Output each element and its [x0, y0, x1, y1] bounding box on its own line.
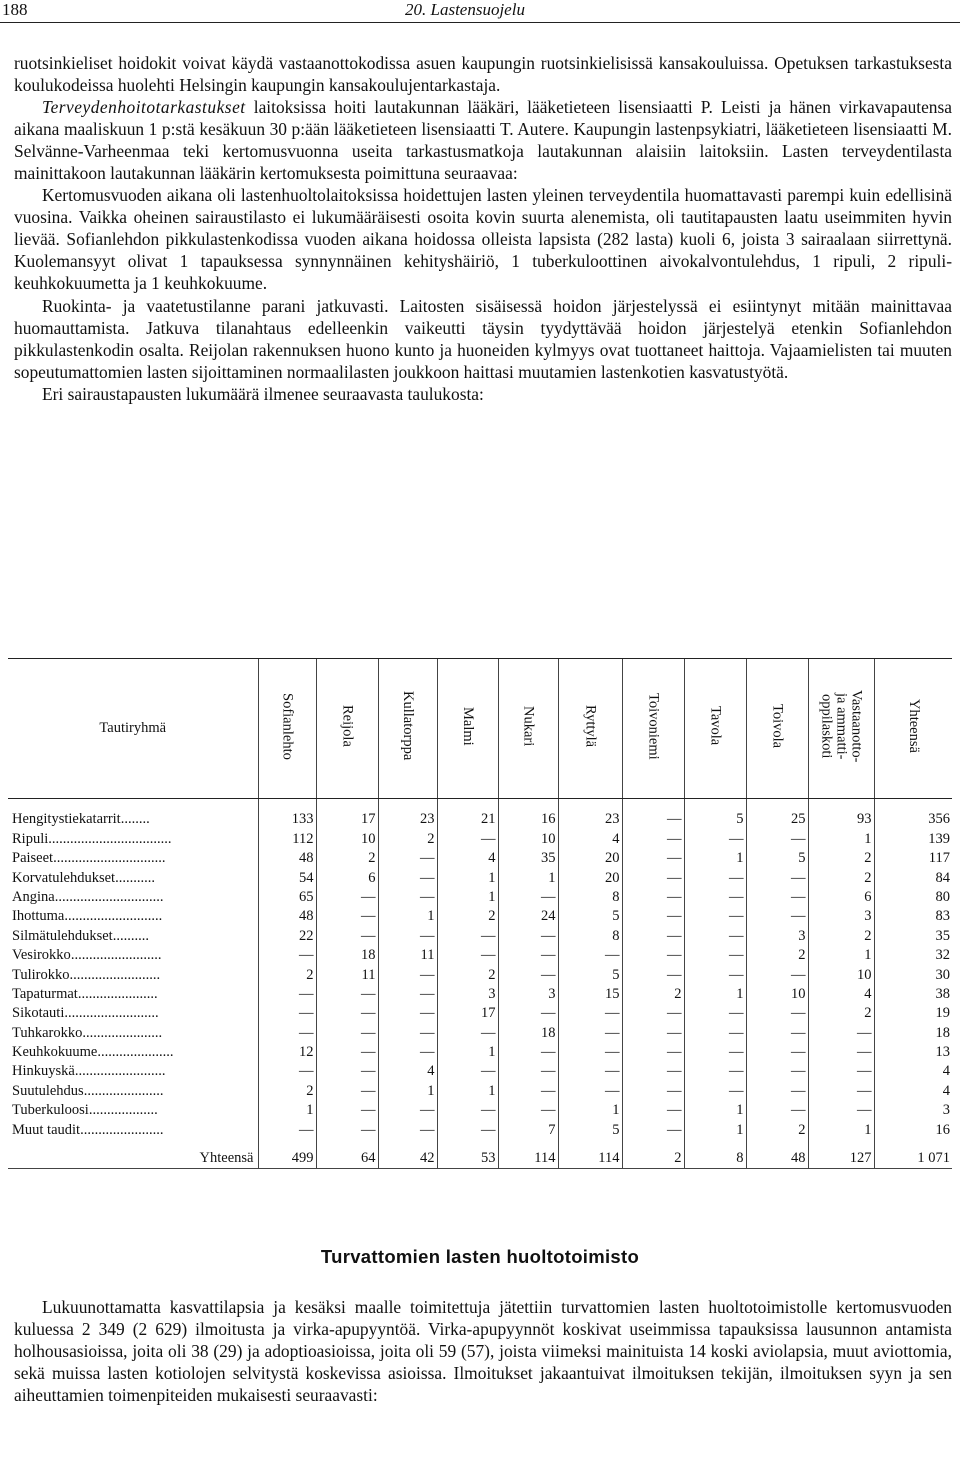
table-total-row: [8, 1140, 952, 1169]
table-cell: —: [808, 1081, 874, 1100]
table-cell: 93: [808, 810, 874, 829]
table-cell: —: [378, 1120, 437, 1139]
table-cell: —: [437, 926, 498, 945]
table-cell: 1: [558, 1101, 622, 1120]
table-cell: —: [558, 946, 622, 965]
paragraph: [14, 96, 952, 184]
table-cell: 4: [874, 1081, 952, 1100]
table-cell: 2: [437, 965, 498, 984]
table-cell: 139: [874, 829, 952, 848]
table-cell: 2: [258, 1081, 316, 1100]
table-cell: —: [316, 926, 378, 945]
table-cell: 5: [558, 1120, 622, 1139]
table-cell: —: [498, 926, 558, 945]
paragraph: ruotsinkieliset hoidokit voivat käydä vastaanottokodissa asuen kaupungin ruotsinkielisissä kansakouluissa. Opetuksen tarkastuksesta koulukodeissa huolehti Helsingin kaupungin kansakoulujentarkastaja.: [14, 53, 952, 96]
paragraph: Lukuunottamatta kasvattilapsia ja kesäksi maalle toimitettuja jätettiin turvattomien lasten huoltotoimistolle kertomusvuoden kuluessa 2 349 (2 629) ilmoitusta ja virka-apupyyntöä. Virka-apupyynnöt koskivat useimmissa tapauksissa lausunnon antamista holhousasioissa, joita oli 38 (29) ja adoptioasioissa, joita oli 59 (57), joista viimeksi mainituista 14 koski aviolapsia, muut aviottomia, sekä muissa lasten kotiolojen selvitystä koskevissa asioissa. Ilmoitukset jakaantuivat ilmoituksen tekijän, ilmoituksen syyn ja sen aiheuttamien toimenpiteiden mukaisesti seuraavasti:: [14, 1297, 952, 1406]
table-cell: —: [622, 888, 684, 907]
table-cell: 30: [874, 965, 952, 984]
table-cell: 2: [746, 946, 808, 965]
table-cell: 18: [316, 946, 378, 965]
table-row: [8, 1081, 952, 1100]
row-label: Ripuli..................................: [12, 830, 172, 847]
table-cell: 2: [622, 985, 684, 1004]
table-cell: —: [808, 1023, 874, 1042]
table-cell: —: [316, 1081, 378, 1100]
total-cell: 53: [437, 1140, 498, 1169]
total-cell: 1 071: [874, 1140, 952, 1169]
table-cell: —: [622, 907, 684, 926]
table-cell: —: [316, 888, 378, 907]
table-cell: 3: [746, 926, 808, 945]
row-label: Suutulehdus......................: [12, 1082, 164, 1099]
table-cell: 11: [378, 946, 437, 965]
table-cell: 1: [378, 907, 437, 926]
table-cell: 65: [258, 888, 316, 907]
column-header: Tautiryhmä: [8, 659, 258, 799]
table-cell: 1: [378, 1081, 437, 1100]
table-cell: —: [558, 1023, 622, 1042]
total-cell: 64: [316, 1140, 378, 1169]
table-cell: 4: [558, 829, 622, 848]
table-cell: 1: [437, 1081, 498, 1100]
table-cell: —: [684, 907, 746, 926]
table-cell: 17: [437, 1004, 498, 1023]
table-cell: 4: [874, 1062, 952, 1081]
table-cell: 1: [437, 888, 498, 907]
table-cell: 2: [746, 1120, 808, 1139]
column-header: Kullatorppa: [378, 659, 437, 799]
table-cell: —: [622, 1023, 684, 1042]
table-cell: —: [258, 1120, 316, 1139]
row-label: Tulirokko.........................: [12, 966, 161, 983]
table-cell: 48: [258, 849, 316, 868]
table-cell: —: [558, 1081, 622, 1100]
table-cell: —: [437, 946, 498, 965]
table-cell: —: [316, 1043, 378, 1062]
table-cell: —: [437, 1120, 498, 1139]
table-cell: —: [808, 1062, 874, 1081]
table-cell: —: [746, 888, 808, 907]
table-cell: —: [684, 829, 746, 848]
table-cell: 4: [378, 1062, 437, 1081]
table-cell: —: [316, 1023, 378, 1042]
table-cell: —: [684, 1043, 746, 1062]
spacer-cell: [622, 799, 684, 811]
table-cell: —: [316, 1120, 378, 1139]
table-cell: 54: [258, 868, 316, 887]
table-cell: —: [746, 1062, 808, 1081]
table-row: [8, 907, 952, 926]
table-cell: —: [622, 965, 684, 984]
table-cell: —: [684, 926, 746, 945]
table-cell: —: [622, 926, 684, 945]
table-cell: —: [378, 849, 437, 868]
table-row: [8, 1120, 952, 1139]
table-cell: 1: [437, 868, 498, 887]
table-cell: 3: [437, 985, 498, 1004]
table-row: [8, 1004, 952, 1023]
table-row: [8, 868, 952, 887]
table-row: [8, 1101, 952, 1120]
table-cell: 356: [874, 810, 952, 829]
table-cell: —: [746, 1023, 808, 1042]
table-cell: —: [437, 1101, 498, 1120]
table-cell: —: [684, 946, 746, 965]
paragraph: Ruokinta- ja vaatetustilanne parani jatkuvasti. Laitosten sisäisessä hoidon järjestelyssä ei esiintynyt mitään mainittavaa huomauttamista. Jatkuva tilanahtaus edelleenkin vaikeutti täysin tyydyttävää hoidon järjestelyä etenkin Sofianlehdon pikkulastenkodin osalta. Reijolan rakennuksen huono kunto ja huoneiden kylmyys ovat tuottaneet haittoja. Vajaamielisten tai muuten sopeutumattomien lasten sijoittaminen normaalilasten joukkoon haittasi muutamien lastenkotien kasvatustyötä.: [14, 295, 952, 382]
table-cell: —: [316, 1062, 378, 1081]
column-header: Tavola: [684, 659, 746, 799]
table-cell: —: [622, 829, 684, 848]
row-label: Silmätulehdukset..........: [12, 927, 149, 944]
table-cell: —: [622, 946, 684, 965]
table-cell: 2: [808, 1004, 874, 1023]
table-header-row: [8, 659, 952, 799]
spacer-cell: [378, 799, 437, 811]
table-cell: —: [316, 1101, 378, 1120]
row-label: Ihottuma...........................: [12, 908, 163, 925]
table-cell: 6: [808, 888, 874, 907]
table-row: [8, 926, 952, 945]
table-cell: 10: [808, 965, 874, 984]
table-cell: 20: [558, 849, 622, 868]
paragraph-text: laitoksissa hoiti lautakunnan lääkäri, lääketieteen lisensiaatti P. Leisti ja hänen virkavapautensa aikana maaliskuun 1 p:stä kesäkuun 30 p:ään lääketieteen lisensiaatti T. Autere. Kaupungin lastenpsykiatri, lääketieteen lisensiaatti M. Selvänne-Varheenmaa teki kertomusvuonna useita tarkastusmatkoja lautakunnan alaisiin laitoksiin. Lasten terveydentilasta mainittakoon lautakunnan lääkärin kertomuksesta poimittuna seuraavaa:: [14, 97, 952, 184]
table-cell: —: [684, 1081, 746, 1100]
table-cell: 7: [498, 1120, 558, 1139]
table-cell: —: [378, 1004, 437, 1023]
total-cell: 114: [498, 1140, 558, 1169]
table-cell: —: [258, 1004, 316, 1023]
table-row: [8, 888, 952, 907]
table-row: [8, 946, 952, 965]
page-header: [0, 0, 960, 23]
row-label: Hinkuyskä.........................: [12, 1063, 166, 1080]
spacer-cell: [558, 799, 622, 811]
table-row: [8, 829, 952, 848]
column-header: Vastaanotto- ja ammatti- oppilaskoti: [808, 659, 874, 799]
section-text: [14, 1296, 952, 1406]
table-cell: —: [378, 985, 437, 1004]
table-cell: 23: [558, 810, 622, 829]
table-cell: 24: [498, 907, 558, 926]
emphasis-term: Terveydenhoitotarkastukset: [42, 97, 246, 118]
table-cell: —: [684, 868, 746, 887]
table-cell: 83: [874, 907, 952, 926]
table-cell: 1: [258, 1101, 316, 1120]
table-cell: 15: [558, 985, 622, 1004]
table-cell: 32: [874, 946, 952, 965]
table-cell: 2: [378, 829, 437, 848]
table-cell: 1: [808, 946, 874, 965]
table-cell: —: [684, 888, 746, 907]
row-label: Keuhkokuume.....................: [12, 1044, 174, 1061]
column-header: Nukari: [498, 659, 558, 799]
table-cell: —: [378, 1101, 437, 1120]
table-cell: —: [437, 1023, 498, 1042]
table-cell: 3: [498, 985, 558, 1004]
table-cell: 10: [746, 985, 808, 1004]
table-cell: 117: [874, 849, 952, 868]
table-cell: —: [746, 1043, 808, 1062]
table-cell: 19: [874, 1004, 952, 1023]
table-cell: —: [746, 907, 808, 926]
page-number: 188: [2, 0, 28, 19]
table-cell: 16: [874, 1120, 952, 1139]
table-cell: —: [622, 849, 684, 868]
table-cell: —: [746, 868, 808, 887]
total-cell: 114: [558, 1140, 622, 1169]
table-cell: —: [498, 888, 558, 907]
table-cell: —: [746, 829, 808, 848]
spacer-cell: [746, 799, 808, 811]
table-cell: 133: [258, 810, 316, 829]
spacer-cell: [316, 799, 378, 811]
table-cell: 18: [874, 1023, 952, 1042]
table-cell: 2: [808, 868, 874, 887]
total-cell: 127: [808, 1140, 874, 1169]
table-cell: —: [316, 1004, 378, 1023]
table-cell: —: [558, 1043, 622, 1062]
column-header: Malmi: [437, 659, 498, 799]
total-cell: 8: [684, 1140, 746, 1169]
spacer-cell: [808, 799, 874, 811]
column-header: Ryttylä: [558, 659, 622, 799]
table-cell: 84: [874, 868, 952, 887]
table-cell: —: [498, 1004, 558, 1023]
table-row: [8, 1023, 952, 1042]
table-row: [8, 810, 952, 829]
table-cell: 25: [746, 810, 808, 829]
table-row: [8, 965, 952, 984]
table-cell: —: [808, 1043, 874, 1062]
total-cell: 42: [378, 1140, 437, 1169]
table-spacer-row: [8, 799, 952, 811]
table-cell: 4: [808, 985, 874, 1004]
table-cell: —: [558, 1062, 622, 1081]
table-cell: —: [746, 1004, 808, 1023]
table-cell: —: [684, 1023, 746, 1042]
row-label: Tapaturmat......................: [12, 985, 158, 1002]
table-cell: 10: [316, 829, 378, 848]
total-label: Yhteensä: [8, 1140, 258, 1169]
table-cell: 13: [874, 1043, 952, 1062]
total-cell: 2: [622, 1140, 684, 1169]
table-cell: —: [258, 946, 316, 965]
table-cell: —: [684, 1004, 746, 1023]
table-cell: 80: [874, 888, 952, 907]
column-header: Toivola: [746, 659, 808, 799]
table-cell: —: [498, 1043, 558, 1062]
table-cell: 17: [316, 810, 378, 829]
table-cell: —: [437, 829, 498, 848]
table-cell: —: [498, 965, 558, 984]
table-cell: 16: [498, 810, 558, 829]
running-title: 20. Lastensuojelu: [405, 0, 525, 19]
table-cell: —: [622, 1004, 684, 1023]
table-cell: 3: [874, 1101, 952, 1120]
table-cell: —: [746, 1101, 808, 1120]
table-cell: —: [684, 965, 746, 984]
table-cell: 1: [437, 1043, 498, 1062]
table-cell: 48: [258, 907, 316, 926]
spacer-cell: [498, 799, 558, 811]
table-cell: 6: [316, 868, 378, 887]
column-header: Reijola: [316, 659, 378, 799]
table-cell: 2: [808, 926, 874, 945]
table-cell: 35: [498, 849, 558, 868]
table-cell: 2: [437, 907, 498, 926]
table-cell: —: [622, 1062, 684, 1081]
table-cell: —: [622, 1043, 684, 1062]
table-cell: 10: [498, 829, 558, 848]
table-cell: —: [622, 810, 684, 829]
column-header: Sofianlehto: [258, 659, 316, 799]
table-cell: 5: [558, 965, 622, 984]
table-cell: 35: [874, 926, 952, 945]
table-cell: —: [258, 1023, 316, 1042]
table-cell: —: [258, 1062, 316, 1081]
table-cell: —: [316, 985, 378, 1004]
table-cell: —: [498, 1081, 558, 1100]
table-row: [8, 1043, 952, 1062]
table-cell: —: [684, 1062, 746, 1081]
table-cell: 21: [437, 810, 498, 829]
table-row: [8, 985, 952, 1004]
table-cell: 4: [437, 849, 498, 868]
table-cell: 2: [258, 965, 316, 984]
paragraph: Eri sairaustapausten lukumäärä ilmenee seuraavasta taulukosta:: [42, 383, 484, 404]
table-cell: 3: [808, 907, 874, 926]
table-cell: —: [378, 888, 437, 907]
table-cell: 1: [808, 1120, 874, 1139]
table-row: [8, 1062, 952, 1081]
disease-statistics-table: [8, 658, 952, 1169]
table-cell: 12: [258, 1043, 316, 1062]
table-cell: —: [378, 1043, 437, 1062]
table-cell: 1: [684, 1120, 746, 1139]
spacer-cell: [874, 799, 952, 811]
table-cell: 1: [684, 849, 746, 868]
spacer-cell: [684, 799, 746, 811]
table-cell: —: [622, 868, 684, 887]
row-label: Vesirokko.........................: [12, 947, 162, 964]
table-cell: 112: [258, 829, 316, 848]
total-cell: 499: [258, 1140, 316, 1169]
table-cell: 38: [874, 985, 952, 1004]
table-cell: —: [378, 926, 437, 945]
table-cell: 20: [558, 868, 622, 887]
row-label: Tuhkarokko......................: [12, 1024, 163, 1041]
table-cell: —: [498, 1101, 558, 1120]
column-header: Toivoniemi: [622, 659, 684, 799]
table-cell: —: [378, 1023, 437, 1042]
table-cell: —: [498, 946, 558, 965]
table-cell: —: [558, 1004, 622, 1023]
table-cell: —: [808, 1101, 874, 1120]
row-label: Tuberkuloosi...................: [12, 1102, 158, 1119]
paragraph: Kertomusvuoden aikana oli lastenhuoltolaitoksissa hoidettujen lasten yleinen terveydentila huomattavasti parempi kuin edellisinä vuosina. Vaikka oheinen sairaustilasto ei lukumääräisesti osoita kovin suurta alenemista, oli tautitapausten laatu useimmiten hyvin lievää. Sofianlehdon pikkulastenkodissa vuoden aikana hoidossa olleista lapsista (282 lasta) kuoli 6, joista 3 sairaalaan siirrettynä. Kuolemansyyt olivat 1 tapauksessa synnynnäinen kehityshäiriö, 1 tuberkuloottinen aivokalvontulehdus, 1 ripuli, 2 ripuli-keuhkokuumetta ja 1 keuhkokuume.: [14, 185, 952, 294]
table-cell: 1: [808, 829, 874, 848]
row-label: Paiseet...............................: [12, 850, 166, 867]
section-heading: Turvattomien lasten huoltotoimisto: [320, 1246, 640, 1267]
row-label: Korvatulehdukset...........: [12, 869, 155, 886]
table-cell: 5: [558, 907, 622, 926]
table-cell: 1: [684, 985, 746, 1004]
table-cell: 8: [558, 926, 622, 945]
table-cell: 23: [378, 810, 437, 829]
total-cell: 48: [746, 1140, 808, 1169]
table-cell: —: [498, 1062, 558, 1081]
intro-text: [14, 52, 952, 405]
column-header: Yhteensä: [874, 659, 952, 799]
table-row: [8, 849, 952, 868]
row-label: Sikotauti..........................: [12, 1005, 159, 1022]
table-cell: 2: [316, 849, 378, 868]
table-cell: 5: [746, 849, 808, 868]
table-cell: —: [316, 907, 378, 926]
table-cell: 2: [808, 849, 874, 868]
table-cell: 11: [316, 965, 378, 984]
table-cell: 5: [684, 810, 746, 829]
table-cell: —: [258, 985, 316, 1004]
table-cell: 18: [498, 1023, 558, 1042]
spacer-cell: [437, 799, 498, 811]
row-label: Angina..............................: [12, 888, 164, 905]
table-cell: 1: [498, 868, 558, 887]
table-cell: —: [622, 1101, 684, 1120]
row-label: Hengitystiekatarrit........: [12, 811, 150, 828]
table-cell: 8: [558, 888, 622, 907]
table-cell: —: [622, 1120, 684, 1139]
table-cell: —: [746, 1081, 808, 1100]
table-cell: 22: [258, 926, 316, 945]
row-label: Muut taudit.......................: [12, 1121, 164, 1138]
spacer-cell: [8, 799, 258, 811]
spacer-cell: [258, 799, 316, 811]
table-cell: —: [746, 965, 808, 984]
table-cell: —: [378, 965, 437, 984]
table-cell: —: [437, 1062, 498, 1081]
table-cell: —: [378, 868, 437, 887]
table-cell: 1: [684, 1101, 746, 1120]
table-cell: —: [622, 1081, 684, 1100]
